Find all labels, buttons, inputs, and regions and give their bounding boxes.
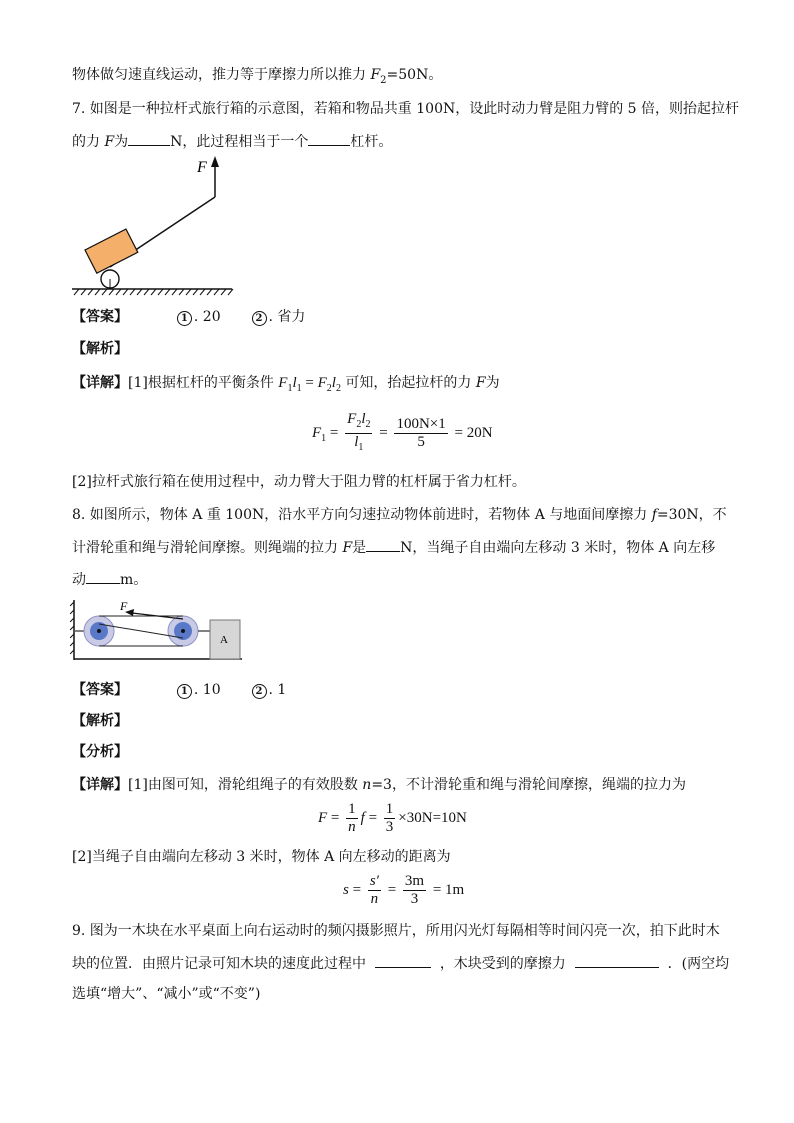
subscript: 2 bbox=[380, 74, 387, 86]
arrow-head-icon bbox=[211, 156, 219, 167]
q8-analysis-label: 【解析】 bbox=[72, 713, 128, 729]
text: 为 bbox=[114, 134, 129, 150]
text: 杠杆。 bbox=[350, 134, 393, 150]
q8-detail2: [2]当绳子自由端向左移动 3 米时，物体 A 向左移动的距离为 bbox=[72, 849, 451, 865]
detail-label: 【详解】 bbox=[72, 777, 128, 793]
text: 块的位置．由照片记录可知木块的速度此过程中 bbox=[72, 956, 366, 972]
var-f: F bbox=[475, 375, 486, 391]
text: =3，不计滑轮重和绳与滑轮间摩擦，绳端的拉力为 bbox=[371, 777, 686, 793]
q7-formula: $F_1$ = $\frac{F_2l_2}{l_1}$ = $\frac{100N\times 1}{5}$ = 20N bbox=[312, 411, 493, 456]
force-label: F bbox=[120, 599, 128, 613]
q8-line3 bbox=[72, 569, 147, 590]
block-label: A bbox=[220, 634, 228, 646]
fraction: $\frac{100N\times 1}{5}$ bbox=[396, 416, 446, 450]
fraction: $\frac{3m}{3}$ bbox=[404, 873, 425, 907]
q8-line1 bbox=[72, 505, 727, 525]
fraction: $\frac{s'}{n}$ bbox=[369, 873, 379, 907]
q7-detail bbox=[72, 373, 500, 399]
q7-answer bbox=[72, 307, 305, 327]
text: [1]由图可知，滑轮组绳子的有效股数 bbox=[128, 777, 363, 793]
formula-var: F bbox=[312, 424, 322, 441]
text: m。 bbox=[120, 572, 148, 588]
text: 动 bbox=[72, 572, 86, 588]
q9-line3: 选填“增大”、“减小”或“不变”) bbox=[72, 986, 261, 1002]
text: ，木块受到的摩擦力 bbox=[439, 956, 566, 972]
fraction: $\frac{1}{3}$ bbox=[385, 801, 394, 835]
continuation-line bbox=[72, 65, 442, 91]
q8-detail bbox=[72, 775, 686, 795]
q7-line1: 7. 如图是一种拉杆式旅行箱的示意图，若箱和物品共重 100N，设此时动力臂是阻力臂的 5 倍，则抬起拉杆 bbox=[72, 101, 740, 117]
q9-line2 bbox=[72, 953, 729, 974]
q8-fenxi-label: 【分析】 bbox=[72, 744, 128, 760]
q9-line1: 9. 图为一木块在水平桌面上向右运动时的频闪摄影照片，所用闪光灯每隔相等时间闪亮一次，拍下此时木 bbox=[72, 923, 720, 939]
force-label: F bbox=[197, 159, 207, 176]
var-f: f bbox=[651, 507, 657, 523]
text: 计滑轮重和绳与滑轮间摩擦。则绳端的拉力 bbox=[72, 540, 343, 556]
pulley-system-figure bbox=[70, 598, 245, 664]
answer-2: . 1 bbox=[268, 682, 287, 698]
text: 的力 bbox=[72, 134, 105, 150]
fraction: $\frac{1}{n}$ bbox=[348, 801, 356, 835]
formula-tail: ×30N=10N bbox=[398, 809, 467, 826]
text: =50N。 bbox=[386, 67, 443, 83]
ground-hatch bbox=[74, 289, 233, 295]
answer-blank-1[interactable] bbox=[375, 953, 431, 968]
answer-blank-1[interactable] bbox=[366, 537, 400, 552]
answer-2: . 省力 bbox=[268, 309, 306, 325]
q8-answer bbox=[72, 680, 286, 700]
fraction: $\frac{F_2l_2}{l_1}$ bbox=[347, 411, 371, 453]
formula-result: 1m bbox=[445, 881, 465, 898]
text: 为 bbox=[485, 375, 500, 391]
text: N，此过程相当于一个 bbox=[170, 134, 309, 150]
q8-line2 bbox=[72, 537, 715, 558]
luggage-lever-figure bbox=[70, 155, 240, 300]
formula-result: 20N bbox=[466, 424, 493, 441]
var-n: n bbox=[362, 777, 372, 793]
answer-1: . 20 bbox=[193, 309, 221, 325]
q7-detail2: [2]拉杆式旅行箱在使用过程中，动力臂大于阻力臂的杠杆属于省力杠杆。 bbox=[72, 474, 526, 490]
balance-equation: $F_1l_1 = F_2l_2$ bbox=[278, 375, 341, 394]
var-f: F bbox=[342, 540, 353, 556]
var-f: F bbox=[370, 67, 381, 83]
text: [1]根据杠杆的平衡条件 bbox=[128, 375, 279, 391]
q7-line2 bbox=[72, 131, 392, 152]
answer-number-badge: 1 bbox=[177, 311, 192, 326]
text: N，当绳子自由端向左移动 3 米时，物体 A 向左移 bbox=[400, 540, 716, 556]
answer-1: . 10 bbox=[193, 682, 221, 698]
fixed-pulley-axle bbox=[97, 629, 101, 633]
answer-number-badge: 2 bbox=[252, 684, 267, 699]
formula-sub: 1 bbox=[321, 432, 327, 444]
answer-number-badge: 1 bbox=[177, 684, 192, 699]
text: 可知，抬起拉杆的力 bbox=[340, 375, 476, 391]
formula-var: f bbox=[360, 809, 365, 826]
text: 物体做匀速直线运动，推力等于摩擦力所以推力 bbox=[72, 67, 371, 83]
answer-blank-2[interactable] bbox=[575, 953, 659, 968]
movable-pulley-axle bbox=[181, 629, 185, 633]
detail-label: 【详解】 bbox=[72, 375, 128, 391]
text: ．(两空均 bbox=[667, 956, 730, 972]
answer-blank-1[interactable] bbox=[128, 131, 170, 146]
formula-var: F bbox=[318, 809, 328, 826]
answer-blank-2[interactable] bbox=[86, 569, 120, 584]
text: 是 bbox=[352, 540, 367, 556]
q8-formula-distance: s = $\frac{s'}{n}$ = $\frac{3m}{3}$ = 1m bbox=[343, 873, 465, 907]
var-f: F bbox=[104, 134, 115, 150]
answer-label: 【答案】 bbox=[72, 682, 128, 698]
text: =30N，不 bbox=[656, 507, 727, 523]
answer-number-badge: 2 bbox=[252, 311, 267, 326]
q7-analysis-label: 【解析】 bbox=[72, 341, 128, 357]
q8-formula-force: F = $\frac{1}{n}$ f = $\frac{1}{3}$ ×30N=10N bbox=[318, 801, 467, 835]
text: 8. 如图所示，物体 A 重 100N，沿水平方向匀速拉动物体前进时，若物体 A 与地面间摩擦力 bbox=[72, 507, 652, 523]
answer-label: 【答案】 bbox=[72, 309, 128, 325]
answer-blank-2[interactable] bbox=[308, 131, 350, 146]
formula-var: s bbox=[343, 881, 349, 898]
